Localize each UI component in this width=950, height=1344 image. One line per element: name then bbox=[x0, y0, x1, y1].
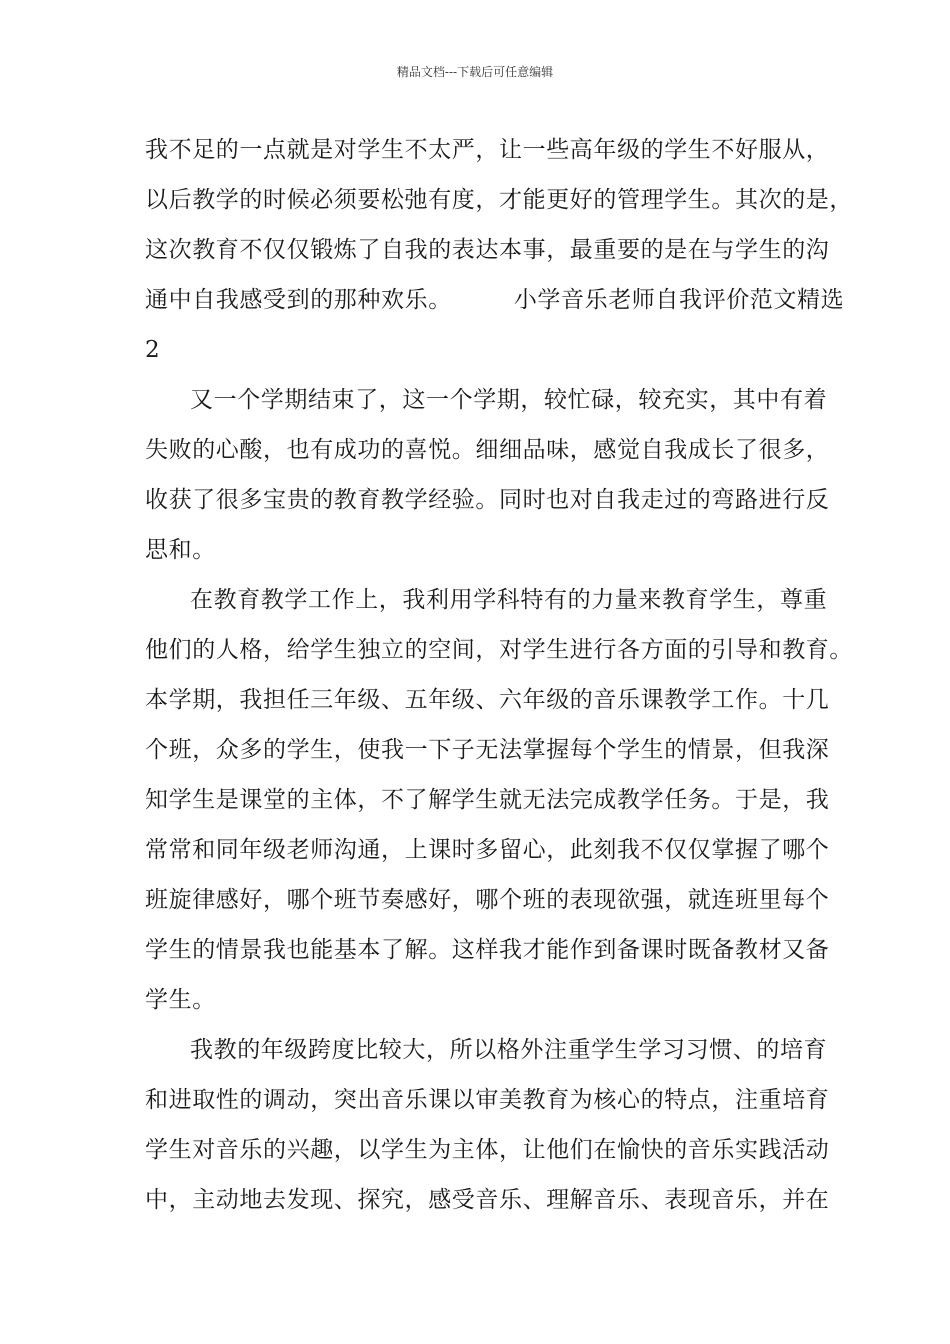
section-number: 2 bbox=[145, 337, 161, 363]
text-line: 收获了很多宝贵的教育教学经验。同时也对自我走过的弯路进行反 bbox=[145, 487, 830, 513]
text-line: 知学生是课堂的主体，不了解学生就无法完成教学任务。于是，我 bbox=[145, 787, 830, 813]
text-line: 本学期，我担任三年级、五年级、六年级的音乐课教学工作。十几 bbox=[145, 687, 830, 713]
section-title: 小学音乐老师自我评价范文精选 bbox=[513, 287, 845, 313]
text-line: 和进取性的调动，突出音乐课以审美教育为核心的特点，注重培育 bbox=[145, 1087, 830, 1113]
text-line bbox=[145, 285, 844, 315]
text-line: 我不足的一点就是对学生不太严，让一些高年级的学生不好服从， bbox=[145, 137, 830, 163]
text-line: 以后教学的时候必须要松弛有度，才能更好的管理学生。其次的是， bbox=[145, 187, 853, 213]
text-line: 中，主动地去发现、探究，感受音乐、理解音乐、表现音乐，并在 bbox=[145, 1187, 830, 1213]
text-line: 失败的心酸，也有成功的喜悦。细细品味，感觉自我成长了很多， bbox=[145, 437, 830, 463]
text-line: 学生对音乐的兴趣，以学生为主体，让他们在愉快的音乐实践活动 bbox=[145, 1137, 830, 1163]
page-header: 精品文档---下载后可任意编辑 bbox=[396, 65, 554, 79]
text-line: 他们的人格，给学生独立的空间，对学生进行各方面的引导和教育。 bbox=[145, 637, 853, 663]
text-line: 思和。 bbox=[145, 537, 216, 563]
text-line: 常常和同年级老师沟通，上课时多留心，此刻我不仅仅掌握了哪个 bbox=[145, 837, 830, 863]
paragraph-start: 在教育教学工作上，我利用学科特有的力量来教育学生，尊重 bbox=[190, 587, 828, 613]
text-line: 学生的情景我也能基本了解。这样我才能作到备课时既备教材又备 bbox=[145, 937, 830, 963]
paragraph-start: 又一个学期结束了，这一个学期，较忙碌，较充实，其中有着 bbox=[190, 387, 828, 413]
text-line-segment: 通中自我感受到的那种欢乐。 bbox=[145, 287, 452, 313]
text-line: 学生。 bbox=[145, 987, 216, 1013]
text-line: 班旋律感好，哪个班节奏感好，哪个班的表现欲强，就连班里每个 bbox=[145, 887, 830, 913]
text-line: 这次教育不仅仅锻炼了自我的表达本事，最重要的是在与学生的沟 bbox=[145, 237, 830, 263]
paragraph-start: 我教的年级跨度比较大，所以格外注重学生学习习惯、的培育 bbox=[190, 1037, 828, 1063]
text-line: 个班，众多的学生，使我一下子无法掌握每个学生的情景，但我深 bbox=[145, 737, 830, 763]
